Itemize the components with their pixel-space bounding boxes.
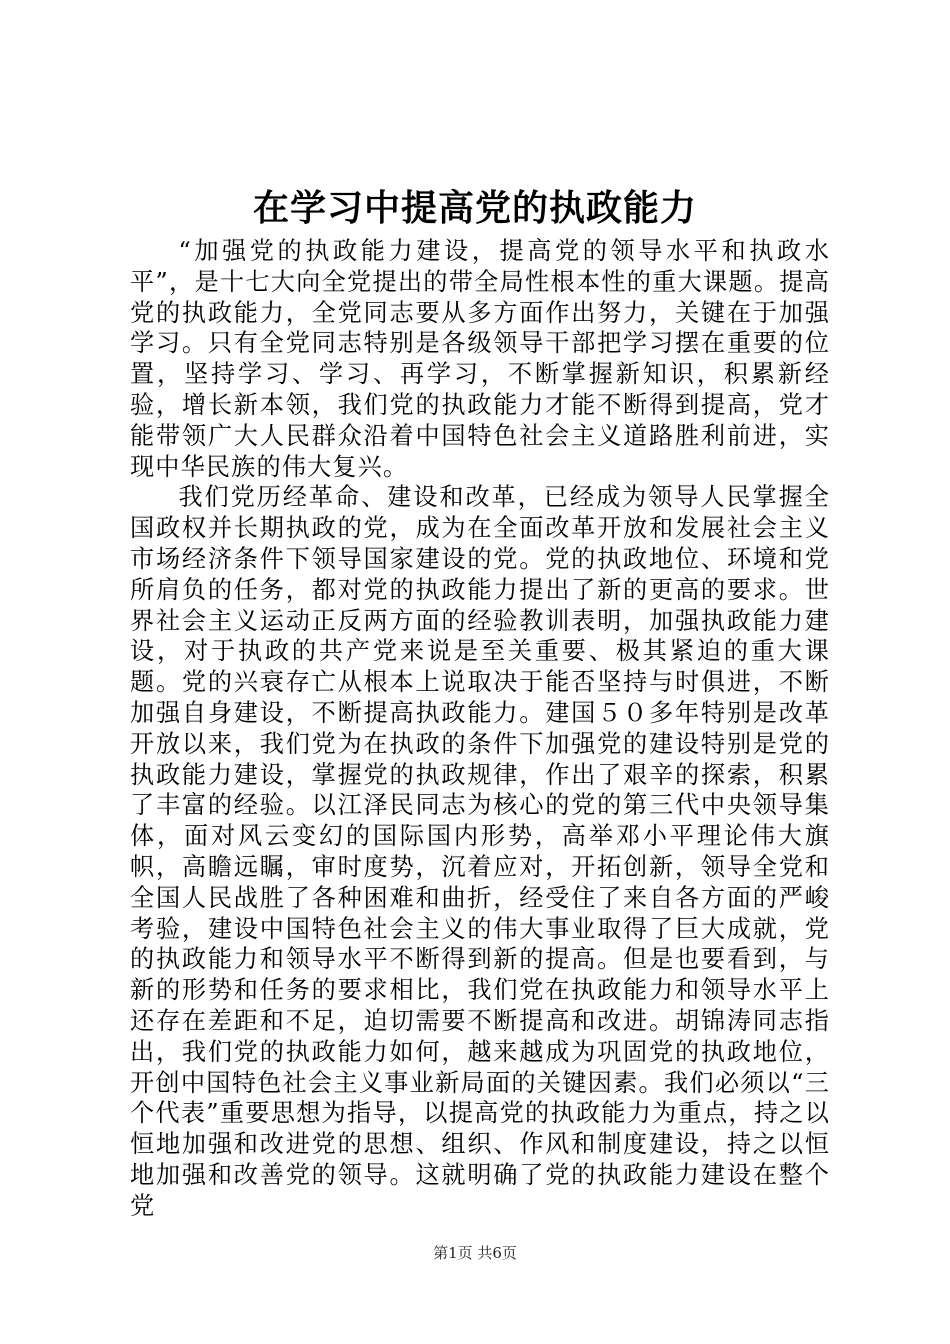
paragraph: 我们党历经革命、建设和改革，已经成为领导人民掌握全国政权并长期执政的党，成为在全面改革开放和发展社会主义市场经济条件下领导国家建设的党。党的执政地位、环境和党所肩负的任务，都对党的执政能力提出了新的更高的要求。世界社会主义运动正反两方面的经验教训表明，加强执政能力建设，对于执政的共产党来说是至关重要、极其紧迫的重大课题。党的兴衰存亡从根本上说取决于能否坚持与时俱进，不断加强自身建设，不断提高执政能力。建国５０多年特别是改革开放以来，我们党为在执政的条件下加强党的建设特别是党的执政能力建设，掌握党的执政规律，作出了艰辛的探索，积累了丰富的经验。以江泽民同志为核心的党的第三代中央领导集体，面对风云变幻的国际国内形势，高举邓小平理论伟大旗帜，高瞻远瞩，审时度势，沉着应对，开拓创新，领导全党和全国人民战胜了各种困难和曲折，经受住了来自各方面的严峻考验，建设中国特色社会主义的伟大事业取得了巨大成就，党的执政能力和领导水平不断得到新的提高。但是也要看到，与新的形势和任务的要求相比，我们党在执政能力和领导水平上还存在差距和不足，迫切需要不断提高和改进。胡锦涛同志指出，我们党的执政能力如何，越来越成为巩固党的执政地位，开创中国特色社会主义事业新局面的关键因素。我们必须以“三个代表”重要思想为指导，以提高党的执政能力为重点，持之以恒地加强和改进党的思想、组织、作风和制度建设，持之以恒地加强和改善党的领导。这就明确了党的执政能力建设在整个党 <box>130 483 830 1220</box>
document-title: 在学习中提高党的执政能力 <box>252 188 697 229</box>
document-body <box>130 236 830 1222</box>
page-footer: 第1页 共6页 <box>433 1244 517 1262</box>
paragraph: “加强党的执政能力建设，提高党的领导水平和执政水平”，是十七大向全党提出的带全局性根本性的重大课题。提高党的执政能力，全党同志要从多方面作出努力，关键在于加强学习。只有全党同志特别是各级领导干部把学习摆在重要的位置，坚持学习、学习、再学习，不断掌握新知识，积累新经验，增长新本领，我们党的执政能力才能不断得到提高，党才能带领广大人民群众沿着中国特色社会主义道路胜利前进，实现中华民族的伟大复兴。 <box>130 237 830 481</box>
